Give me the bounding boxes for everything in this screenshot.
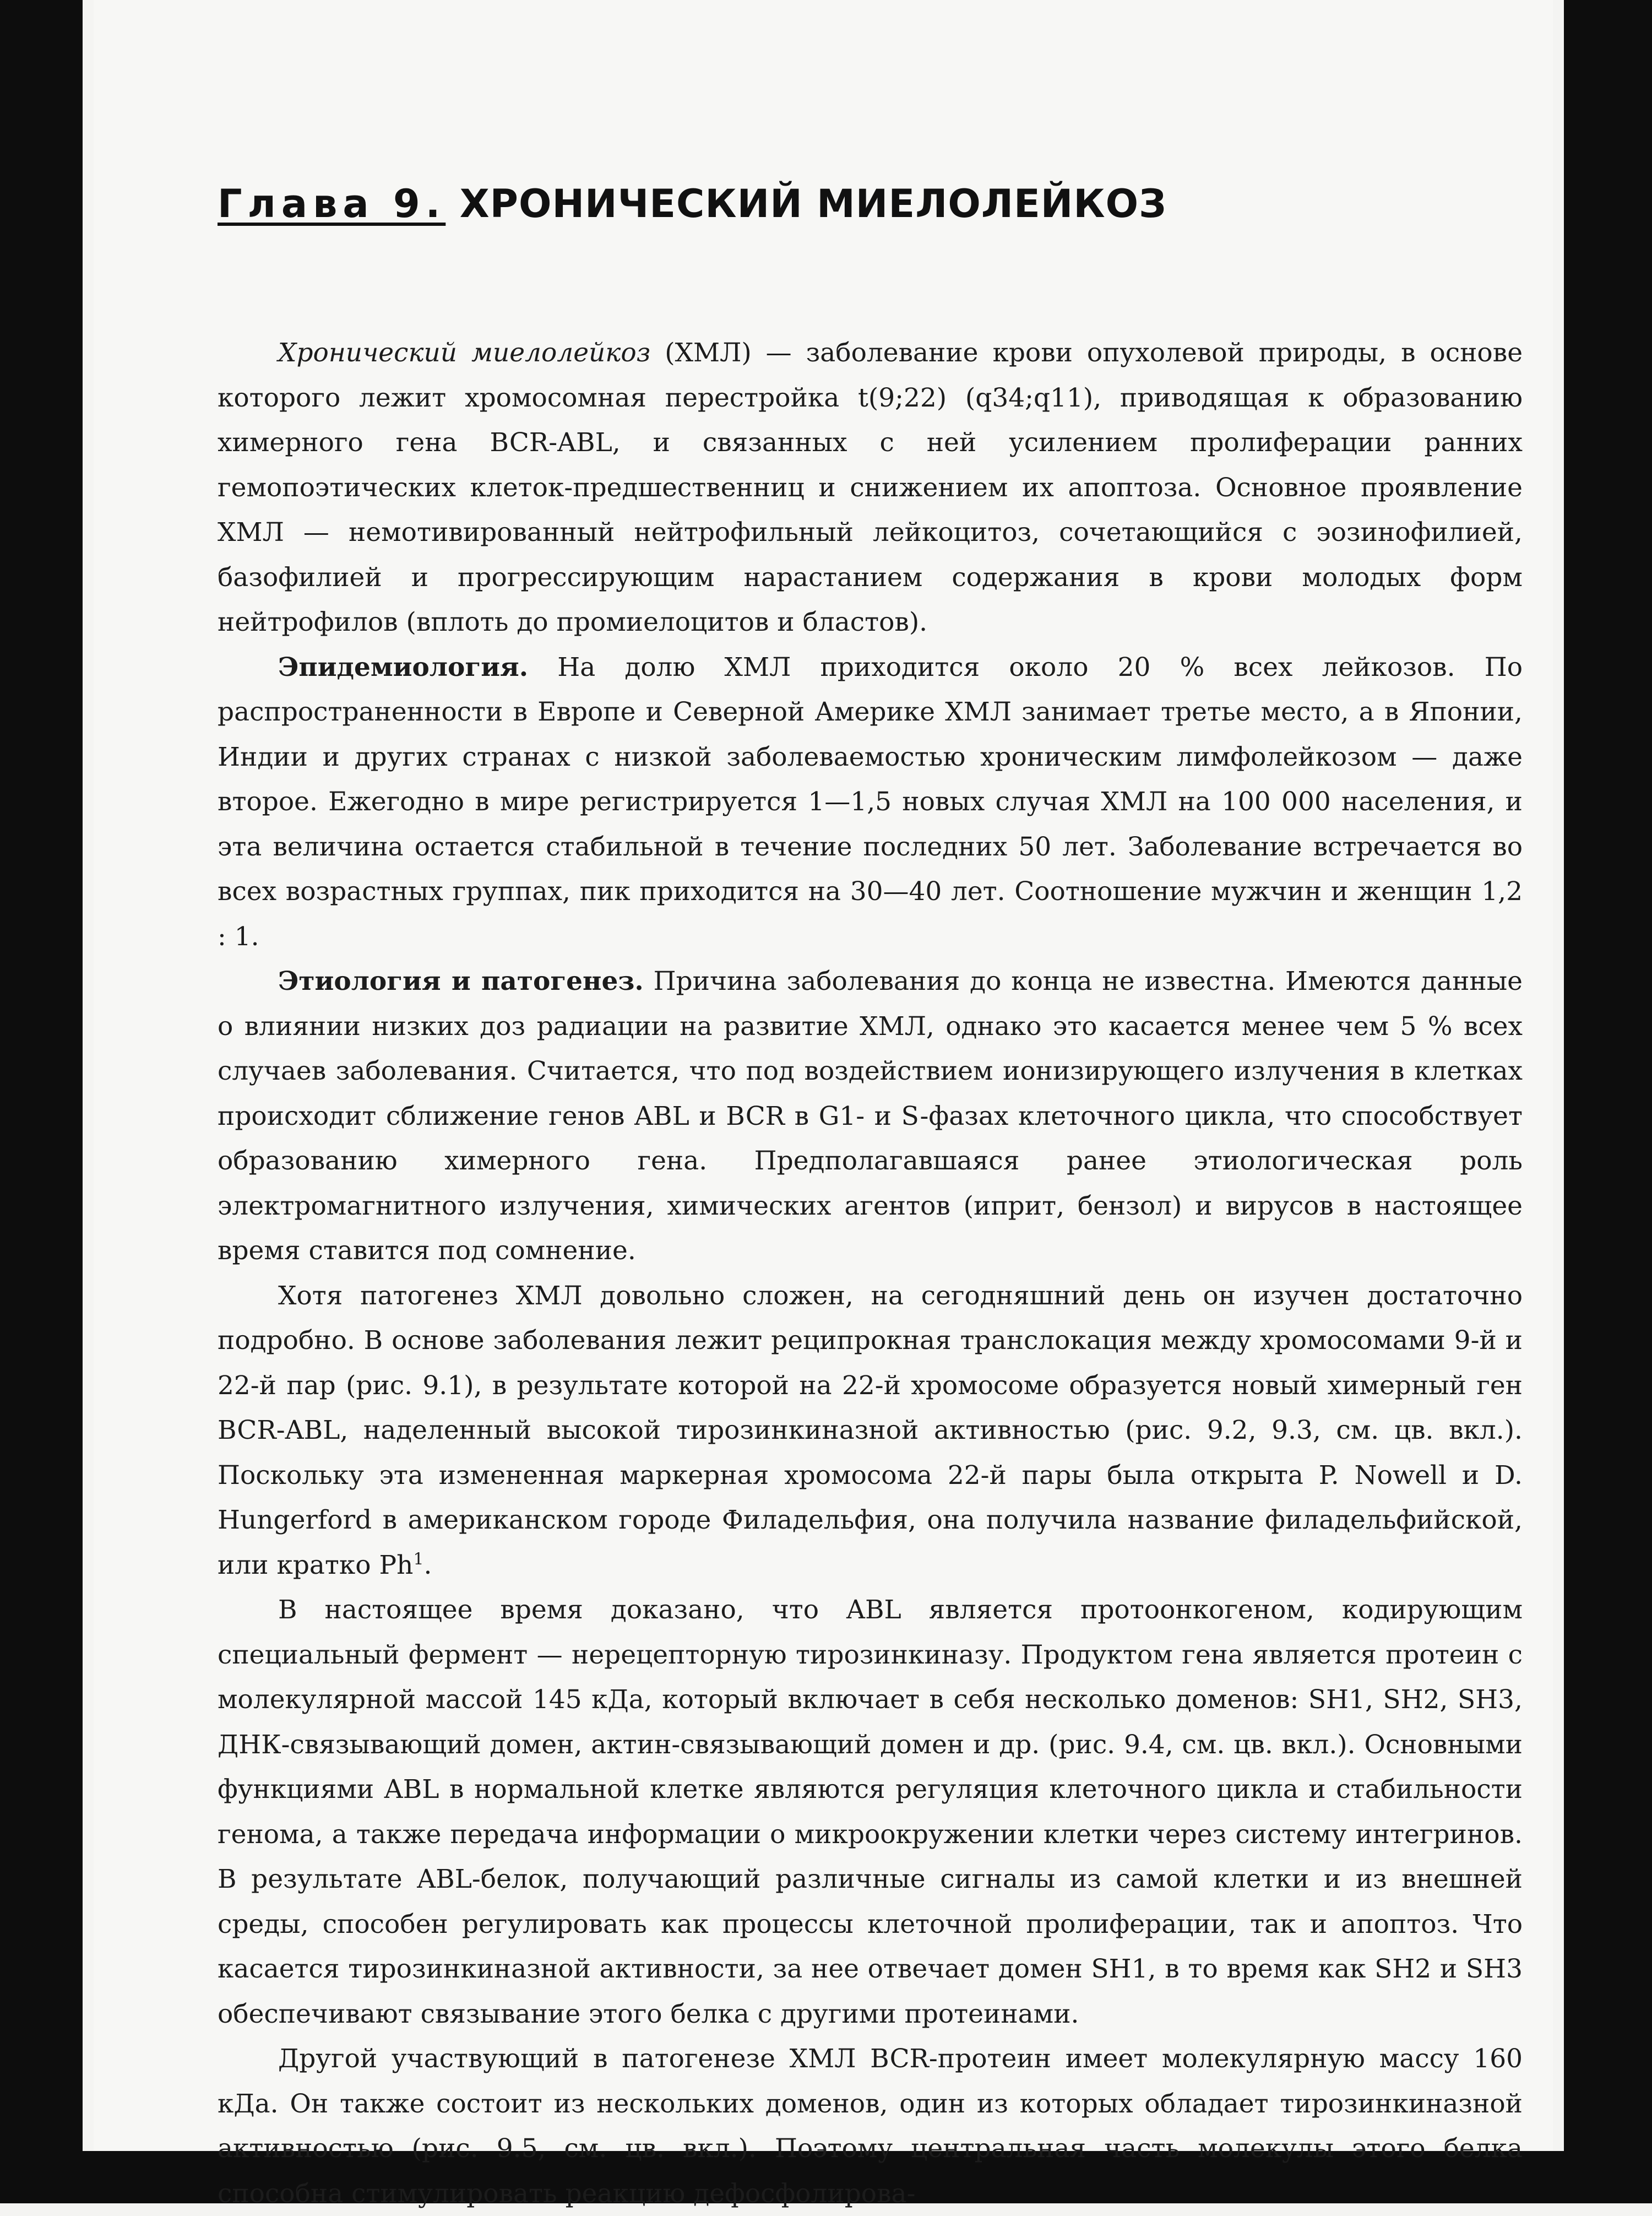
paragraph-epidemiology [218,645,1523,960]
superscript: 1 [413,1549,424,1569]
page-content [218,176,1523,2216]
section-heading-etiology: Этиология и патогенез. [278,966,644,996]
scanner-edge-right [1564,0,1652,2203]
paragraph-pathogenesis [218,1274,1523,1588]
chapter-number: Глава 9. [218,181,446,226]
paragraph-text: На долю ХМЛ приходится около 20 % всех лейкозов. По распространенности в Европе и Северной Америке ХМЛ занимает третье место, а в Японии, Индии и других странах с низкой заболеваемостью хроническим лимфолейкозом — даже второе. Ежегодно в мире регистрируется 1—1,5 новых случая ХМЛ на 100 000 населения, и эта величина остается стабильной в течение последних 50 лет. Заболевание встречается во всех возрастных группах, пик приходится на 30—40 лет. Соотношение мужчин и женщин 1,2 : 1. [218,652,1523,952]
paragraph-definition [218,330,1523,645]
paragraph-abl [218,1587,1523,2036]
paragraph-etiology [218,959,1523,1274]
paragraph-text: Причина заболевания до конца не известна. Имеются данные о влиянии низких доз радиации на развитие ХМЛ, однако это касается менее чем 5 % всех случаев заболевания. Считается, что под воздействием ионизирующего излучения в клетках происходит сближение генов ABL и BCR в G1- и S-фазах клеточного цикла, что способствует образованию химерного гена. Предполагавшаяся ранее этиологическая роль электромагнитного излучения, химических агентов (иприт, бензол) и вирусов в настоящее время ставится под сомнение. [218,966,1523,1266]
paragraph-text: Хотя патогенез ХМЛ довольно сложен, на сегодняшний день он изучен достаточно подробно. В основе заболевания лежит реципрокная транслокация между хромосомами 9-й и 22-й пар (рис. 9.1), в результате которой на 22-й хромосоме образуется новый химерный ген BCR-ABL, наделенный высокой тирозинкиназной активностью (рис. 9.2, 9.3, см. цв. вкл.). Поскольку эта измененная маркерная хромосома 22-й пары была открыта P. Nowell и D. Hungerford в американском городе Филадельфия, она получила название филадельфийской, или кратко Ph [218,1280,1523,1580]
paragraph-text: Другой участвующий в патогенезе ХМЛ BCR-протеин имеет молекулярную массу 160 кДа. Он также состоит из нескольких доменов, один из которых обладает тирозинкиназной активностью (рис. 9.5, см. цв. вкл.). Поэтому центральная часть молекулы этого белка способна стимулировать реакцию дефосфолирова- [218,2044,1523,2209]
section-heading-epidemiology: Эпидемиология. [278,652,529,682]
chapter-title [218,176,1523,231]
paragraph-text: В настоящее время доказано, что ABL является протоонкогеном, кодирующим специальный фермент — нерецепторную тирозинкиназу. Продуктом гена является протеин с молекулярной массой 145 кДа, который включает в себя несколько доменов: SH1, SH2, SH3, ДНК-связывающий домен, актин-связывающий домен и др. (рис. 9.4, см. цв. вкл.). Основными функциями ABL в нормальной клетке являются регуляция клеточного цикла и стабильности генома, а также передача информации о микроокружении клетки через систему интегринов. В результате ABL-белок, получающий различные сигналы из самой клетки и из внешней среды, способен регулировать как процессы клеточной пролиферации, так и апоптоз. Что касается тирозинкиназной активности, за нее отвечает домен SH1, в то время как SH2 и SH3 обеспечивают связывание этого белка с другими протеинами. [218,1595,1523,2029]
scanner-edge-left [0,0,83,2203]
chapter-name: ХРОНИЧЕСКИЙ МИЕЛОЛЕЙКОЗ [459,181,1167,226]
paragraph-bcr [218,2036,1523,2216]
paragraph-end: . [423,1549,432,1580]
paragraph-text: (ХМЛ) — заболевание крови опухолевой природы, в основе которого лежит хромосомная перестройка t(9;22) (q34;q11), приводящая к образованию химерного гена BCR-ABL, и связанных с ней усилением пролиферации ранних гемопоэтических клеток-предшественниц и снижением их апоптоза. Основное проявление ХМЛ — немотивированный нейтрофильный лейкоцитоз, сочетающийся с эозинофилией, базофилией и прогрессирующим нарастанием содержания в крови молодых форм нейтрофилов (вплоть до промиелоцитов и бластов). [218,338,1523,637]
term-italic: Хронический миелолейкоз [278,338,651,368]
